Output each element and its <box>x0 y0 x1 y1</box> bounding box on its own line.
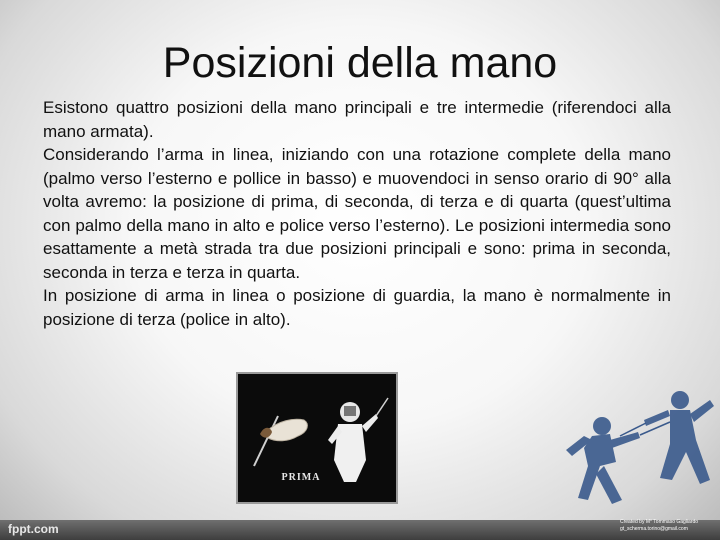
slide-title: Posizioni della mano <box>162 39 558 87</box>
credit-email: gt_scherma.torino@gmail.com <box>620 526 688 532</box>
credit-author: Created by M° Tommaso Gagliardo <box>620 519 699 525</box>
image-caption: PRIMA <box>281 472 321 483</box>
footer-logo: fppt.com <box>8 522 59 536</box>
paragraph-1: Esistono quattro posizioni della mano principali e tre intermedie (riferendoci alla mano armata). <box>43 98 671 141</box>
fencers-silhouette-icon <box>500 370 720 520</box>
footer-bar <box>0 520 720 540</box>
slide-body <box>43 96 671 331</box>
paragraph-3: In posizione di arma in linea o posizione di guardia, la mano è normalmente in posizione di terza (police in alto). <box>43 286 671 329</box>
paragraph-2: Considerando l’arma in linea, iniziando con una rotazione complete della mano (palmo verso l’esterno e pollice in basso) e muovendoci in senso orario di 90° alla volta avremo: la posizione di prima, di seconda, di terza e di quarta (quest’ultima con palmo della mano in alto e police verso l’esterno). Le posizioni intermedia sono esattamente a metà strada tra due posizioni principali e sono: prima in seconda, seconda in terza e terza in quarta. <box>43 145 671 282</box>
fencing-hand-image <box>236 372 398 504</box>
author-credits <box>620 519 718 533</box>
